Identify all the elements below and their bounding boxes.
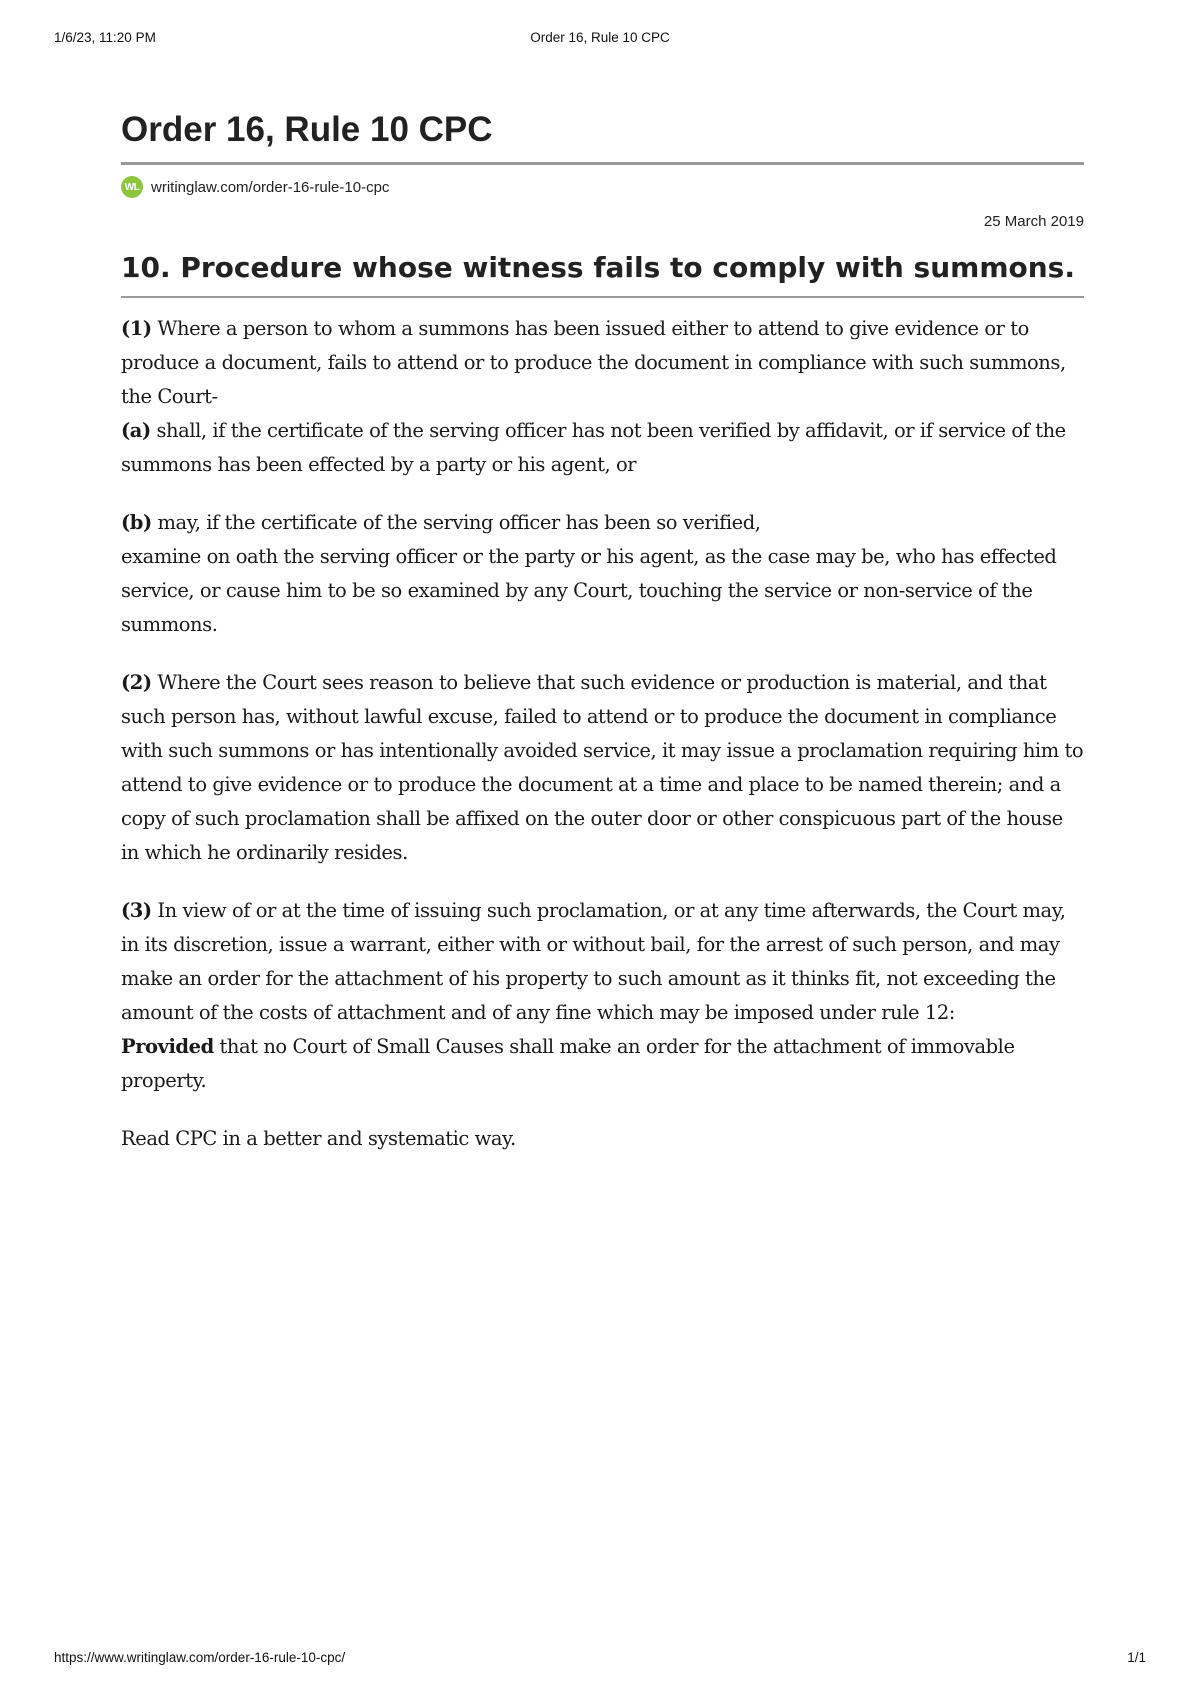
clause-b-continuation: examine on oath the serving officer or the party or his agent, as the case may be, who has effected service, or cause him to be so examined by any Court, touching the service or non-service of the summons.: [121, 545, 1057, 636]
source-link[interactable]: writinglaw.com/order-16-rule-10-cpc: [151, 178, 390, 196]
clause-a-label: (a): [121, 419, 151, 442]
clause-a-text: shall, if the certificate of the serving officer has not been verified by affidavit, or if service of the summons has been effected by a party or his agent, or: [121, 419, 1066, 476]
paragraph-2-label: (2): [121, 671, 152, 694]
article: [121, 108, 1084, 1156]
paragraph-1-label: (1): [121, 317, 152, 340]
print-footer-url: https://www.writinglaw.com/order-16-rule-10-cpc/: [54, 1650, 346, 1665]
paragraph-3: [121, 894, 1084, 1030]
source-row: [121, 175, 1084, 199]
paragraph-2: [121, 666, 1084, 870]
print-header: [54, 30, 1146, 50]
clause-b-label: (b): [121, 511, 152, 534]
proviso: [121, 1030, 1084, 1098]
site-logo-icon: [121, 176, 143, 198]
article-body: [121, 312, 1084, 1156]
paragraph-2-text: Where the Court sees reason to believe that such evidence or production is material, and that such person has, without lawful excuse, failed to attend or to produce the document in compliance with such summons or has intentionally avoided service, it may issue a proclamation requiring him to attend to give evidence or to produce the document at a time and place to be named therein; and a copy of such proclamation shall be affixed on the outer door or other conspicuous part of the house in which he ordinarily resides.: [121, 671, 1084, 864]
page-title: Order 16, Rule 10 CPC: [121, 108, 1084, 165]
site-logo-text: WL: [124, 181, 140, 193]
clause-a: [121, 414, 1084, 482]
paragraph-1-text: Where a person to whom a summons has been issued either to attend to give evidence or to produce a document, fails to attend or to produce the document in compliance with such summons, the Court-: [121, 317, 1066, 408]
paragraph-3-text: In view of or at the time of issuing such proclamation, or at any time afterwards, the Court may, in its discretion, issue a warrant, either with or without bail, for the arrest of such person, and may make an order for the attachment of his property to such amount as it thinks fit, not exceeding the amount of the costs of attachment and of any fine which may be imposed under rule 12:: [121, 899, 1066, 1024]
paragraph-1: [121, 312, 1084, 414]
print-datetime: 1/6/23, 11:20 PM: [54, 30, 156, 45]
clause-b-text: may, if the certificate of the serving officer has been so verified,: [151, 511, 761, 534]
print-footer: [54, 1650, 1146, 1670]
closing-line: Read CPC in a better and systematic way.: [121, 1127, 516, 1150]
clause-b: [121, 506, 1084, 540]
section-heading: 10. Procedure whose witness fails to comply with summons.: [121, 250, 1084, 298]
print-page-number: 1/1: [1127, 1650, 1146, 1665]
print-page-title: Order 16, Rule 10 CPC: [530, 30, 670, 45]
paragraph-3-label: (3): [121, 899, 152, 922]
proviso-label: Provided: [121, 1035, 214, 1058]
proviso-text: that no Court of Small Causes shall make an order for the attachment of immovable property.: [121, 1035, 1015, 1092]
publish-date: 25 March 2019: [983, 213, 1084, 230]
